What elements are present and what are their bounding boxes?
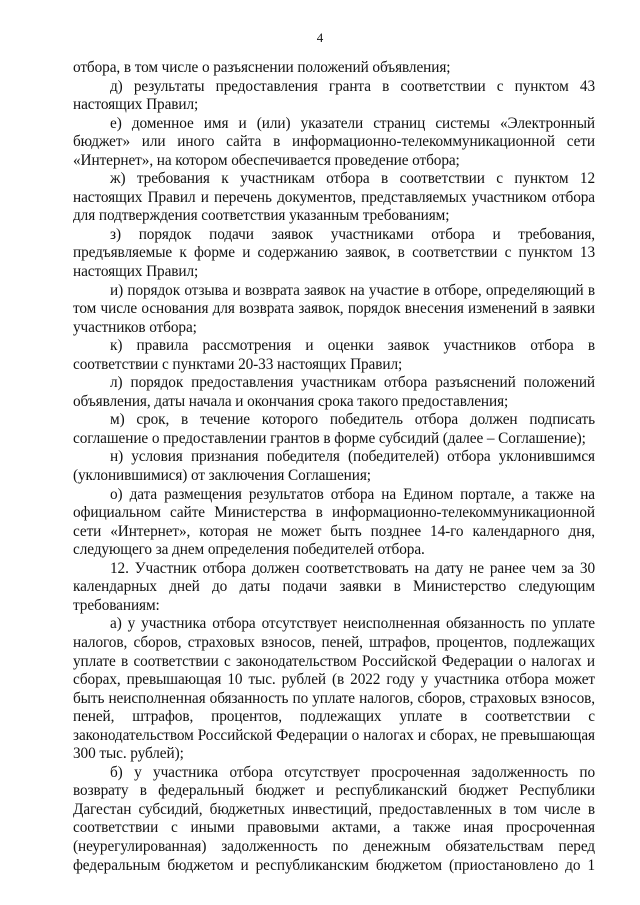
- paragraph-item-n: н) условия признания победителя (победителей) отбора уклонившимся (уклонившимися) от заключения Соглашения;: [73, 448, 595, 485]
- paragraph-section-12: 12. Участник отбора должен соответствовать на дату не ранее чем за 30 календарных дней до даты подачи заявки в Министерство следующим требованиям:: [73, 559, 595, 614]
- document-body: [73, 59, 595, 875]
- paragraph-item-b: б) у участника отбора отсутствует просроченная задолженность по возврату в федеральный бюджет и республиканский бюджет Республики Дагестан субсидий, бюджетных инвестиций, предоставленных в том числе в соответствии с иными правовыми актами, а также иная просроченная (неурегулированная) задолженность по денежным обязательствам перед федеральным бюджетом и республиканским бюджетом (приостановлено до 1: [73, 763, 595, 874]
- paragraph-item-a: а) у участника отбора отсутствует неисполненная обязанность по уплате налогов, сборов, страховых взносов, пеней, штрафов, процентов, подлежащих уплате в соответствии с законодательством Российской Федерации о налогах и сборах, превышающая 10 тыс. рублей (в 2022 году у участника отбора может быть неисполненная обязанность по уплате налогов, сборов, страховых взносов, пеней, штрафов, процентов, подлежащих уплате в соответствии с законодательством Российской Федерации о налогах и сборах, не превышающая 300 тыс. рублей);: [73, 615, 595, 763]
- paragraph-item-i: и) порядок отзыва и возврата заявок на участие в отборе, определяющий в том числе основания для возврата заявок, порядок внесения изменений в заявки участников отбора;: [73, 281, 595, 336]
- paragraph-item-o: о) дата размещения результатов отбора на Едином портале, а также на официальном сайте Министерства в информационно-телекоммуникационной сети «Интернет», которая не может быть позднее 14-го календарного дня, следующего за днем определения победителей отбора.: [73, 485, 595, 559]
- paragraph-item-m: м) срок, в течение которого победитель отбора должен подписать соглашение о предоставлении грантов в форме субсидий (далее – Соглашение);: [73, 411, 595, 447]
- paragraph-item-k: к) правила рассмотрения и оценки заявок участников отбора в соответствии с пунктами 20-33 настоящих Правил;: [73, 337, 595, 373]
- paragraph-item-e: е) доменное имя и (или) указатели страниц системы «Электронный бюджет» или иного сайта в информационно-телекоммуникационной сети «Интернет», на котором обеспечивается проведение отбора;: [73, 114, 595, 169]
- paragraph-item-zh: ж) требования к участникам отбора в соответствии с пунктом 12 настоящих Правил и перечень документов, представляемых участником отбора для подтверждения соответствия указанным требованиям;: [73, 170, 595, 225]
- page-number: 4: [316, 30, 324, 45]
- paragraph-continuation: отбора, в том числе о разъяснении положений объявления;: [73, 59, 451, 76]
- paragraph-item-l: л) порядок предоставления участникам отбора разъяснений положений объявления, даты начала и окончания срока такого предоставления;: [73, 374, 595, 410]
- paragraph-item-d: д) результаты предоставления гранта в соответствии с пунктом 43 настоящих Правил;: [73, 77, 595, 114]
- paragraph-item-z: з) порядок подачи заявок участниками отбора и требования, предъявляемые к форме и содержанию заявок, в соответствии с пунктом 13 настоящих Правил;: [73, 225, 595, 281]
